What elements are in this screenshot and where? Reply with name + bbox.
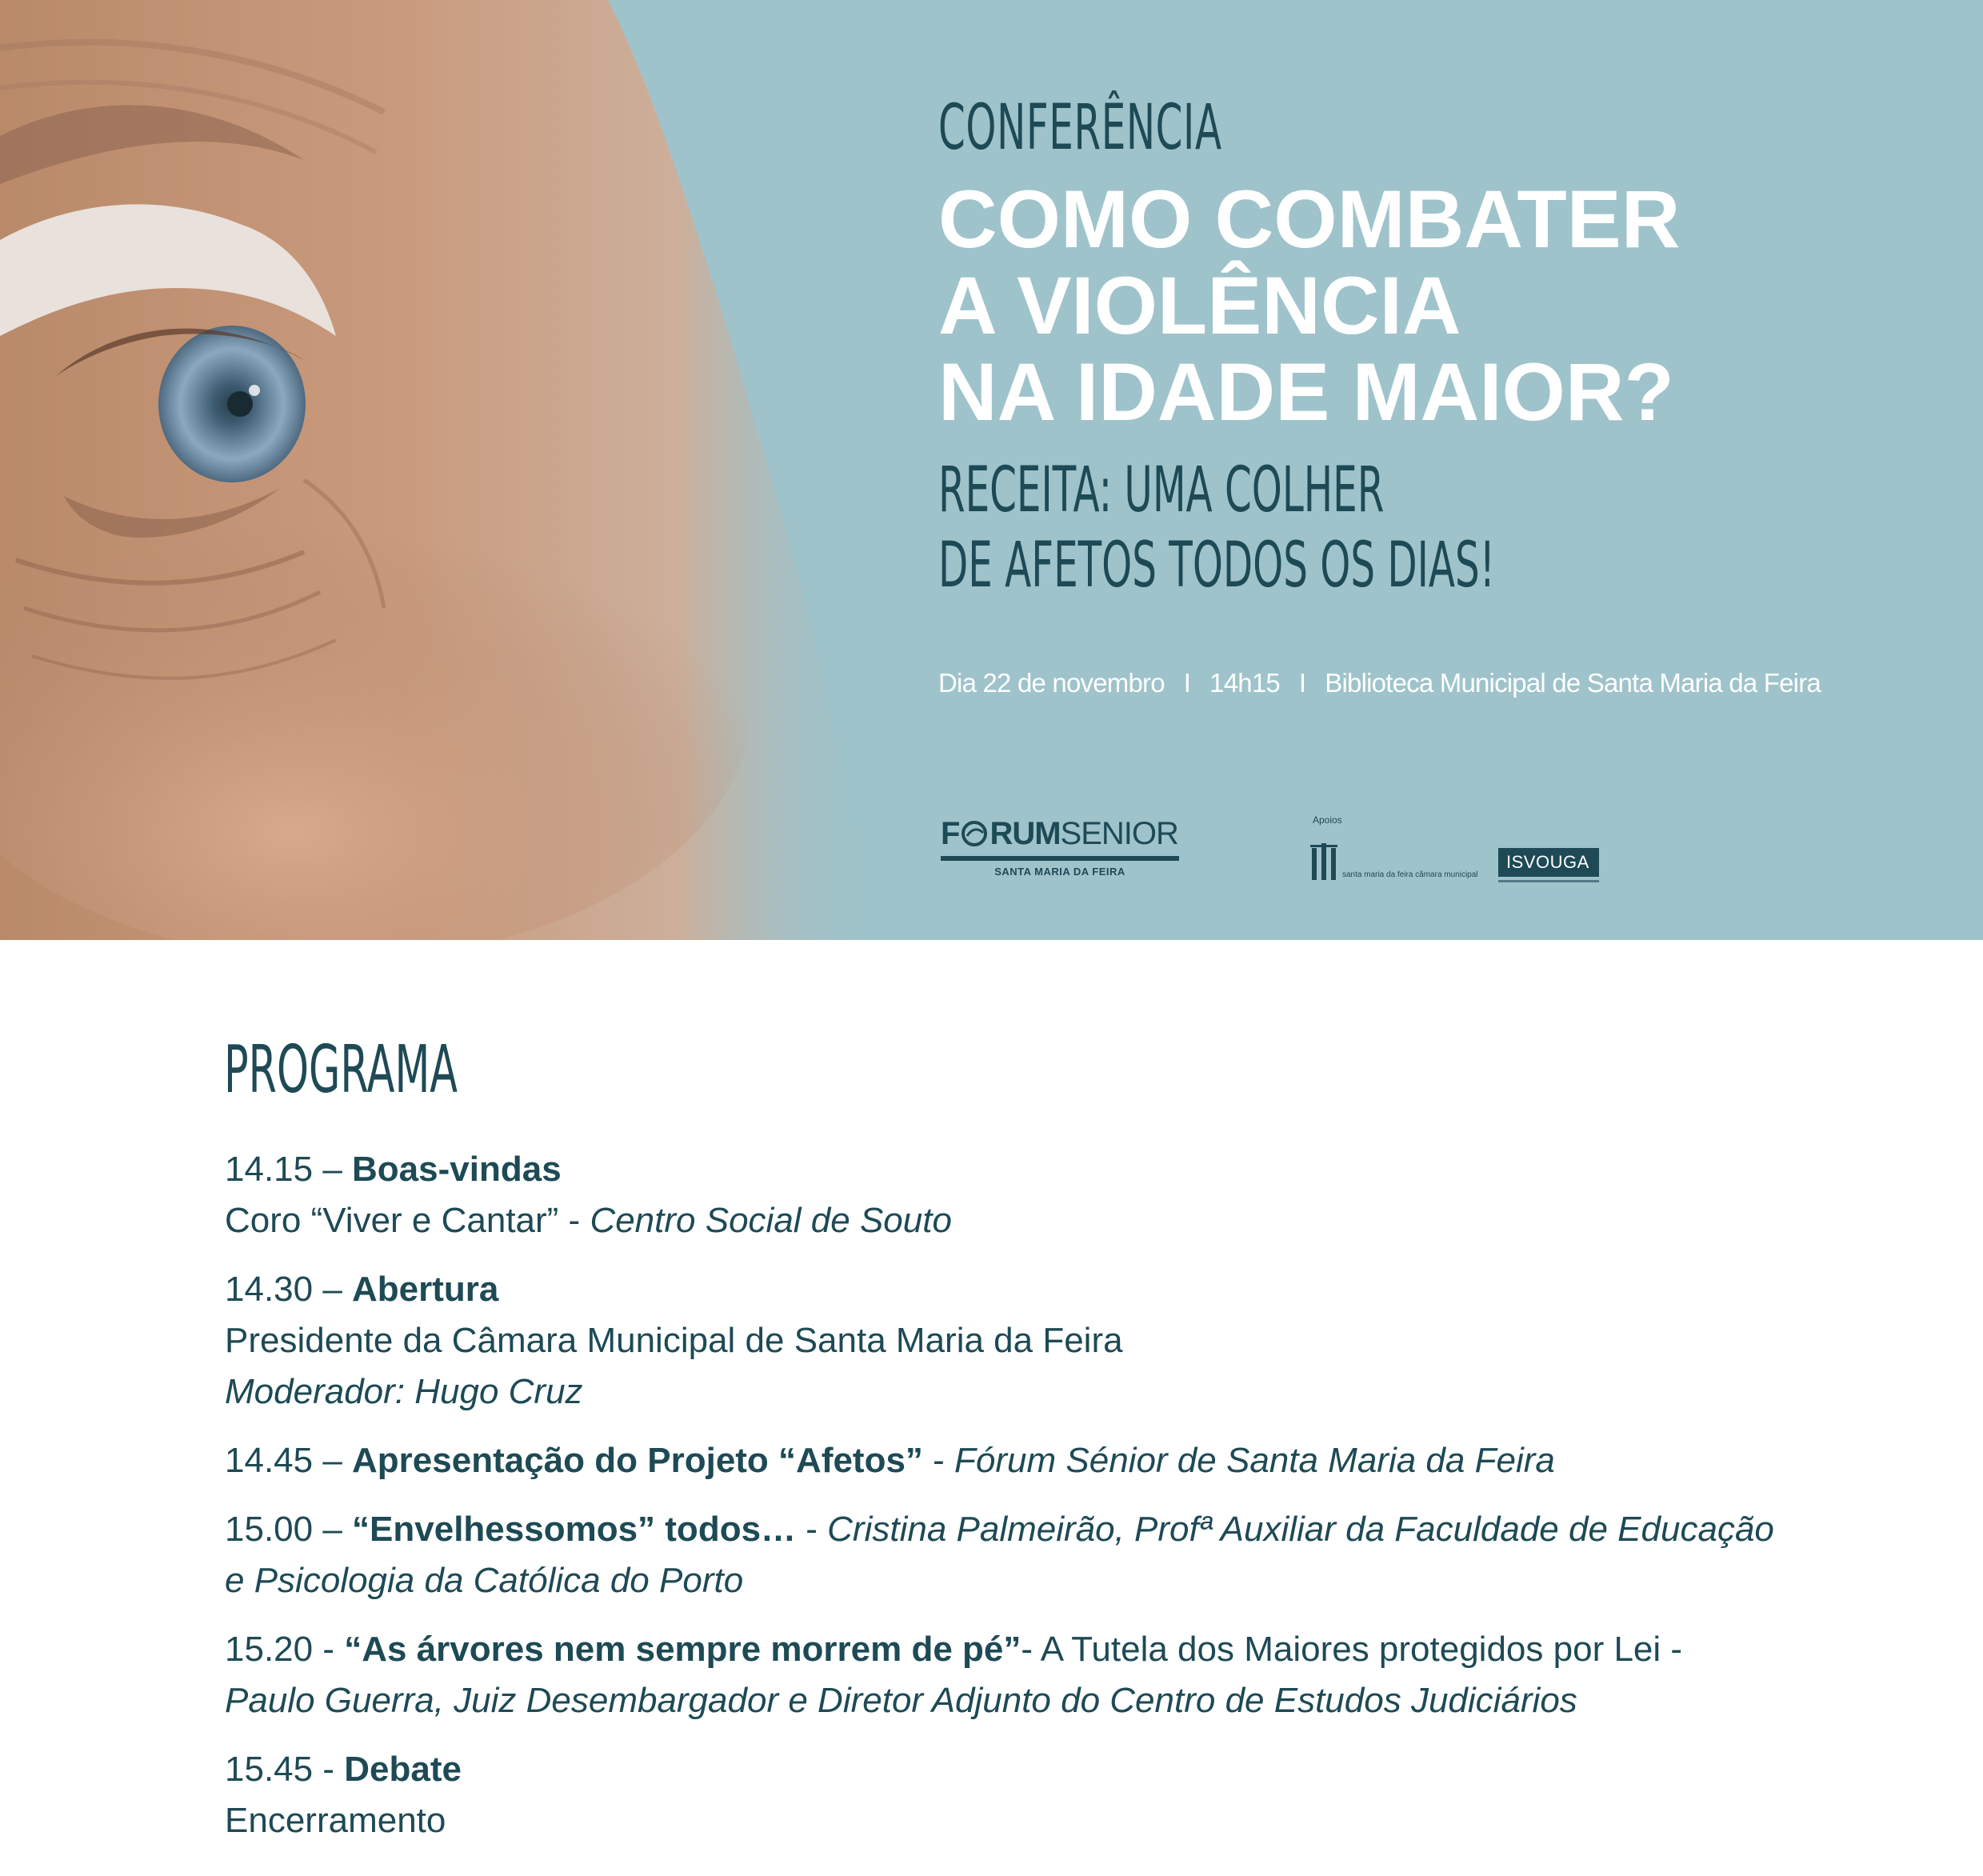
programme-item: [225, 1144, 1945, 1246]
programa-heading: PROGRAMA: [224, 1032, 458, 1108]
programme-item: [225, 1744, 1945, 1846]
separator: I: [1183, 668, 1191, 698]
forum-senior-place: SANTA MARIA DA FEIRA: [994, 866, 1125, 878]
item-detail-italic: Centro Social de Souto: [590, 1201, 952, 1240]
item-time: 15.45 -: [225, 1750, 345, 1789]
main-title-line: A VIOLÊNCIA: [938, 260, 1461, 351]
elderly-eye-photo: [0, 0, 920, 940]
apoios-label: Apoios: [1313, 814, 1342, 826]
item-separator: -: [796, 1510, 828, 1549]
camara-name: santa maria da feira câmara municipal: [1342, 870, 1478, 879]
event-info: [938, 668, 1821, 698]
item-detail: Presidente da Câmara Municipal de Santa Maria da Feira: [225, 1321, 1123, 1360]
item-detail-italic: Paulo Guerra, Juiz Desembargador e Diretor Adjunto do Centro de Estudos Judiciários: [225, 1681, 1577, 1720]
item-heading: Boas-vindas: [352, 1150, 562, 1189]
item-separator: -: [922, 1441, 955, 1480]
forum-o-icon: [959, 820, 990, 847]
event-venue: Biblioteca Municipal de Santa Maria da Feira: [1325, 668, 1821, 698]
item-detail: Encerramento: [225, 1801, 446, 1840]
item-time: 14.30 –: [225, 1270, 353, 1309]
logo-underline: [941, 856, 1179, 861]
item-heading: Abertura: [352, 1270, 499, 1309]
isvouga-wordmark: ISVOUGA: [1498, 848, 1599, 877]
programme-item: [225, 1504, 1945, 1606]
item-detail: Coro “Viver e Cantar” -: [225, 1201, 590, 1240]
main-title: [938, 174, 1898, 438]
programme-item: [225, 1624, 1945, 1726]
isvouga-tagline-bar: [1498, 880, 1599, 882]
item-time: 14.45 –: [225, 1441, 353, 1480]
main-title-line: NA IDADE MAIOR?: [938, 346, 1674, 438]
event-date: Dia 22 de novembro: [938, 668, 1165, 698]
programme-list: [225, 1144, 1945, 1864]
item-detail-italic: Cristina Palmeirão, Profª Auxiliar da Faculdade de Educação: [827, 1510, 1774, 1549]
item-detail-italic: Moderador: Hugo Cruz: [225, 1372, 583, 1411]
item-time: 15.20 -: [225, 1630, 345, 1669]
isvouga-logo: [1498, 848, 1599, 882]
programme-item: [225, 1264, 1945, 1418]
item-detail: - A Tutela dos Maiores protegidos por Lei -: [1021, 1630, 1683, 1669]
event-type-label: CONFERÊNCIA: [938, 92, 1222, 164]
item-heading: “As árvores nem sempre morrem de pé”: [344, 1630, 1021, 1669]
item-detail-italic: e Psicologia da Católica do Porto: [225, 1561, 744, 1600]
title-block: [938, 88, 1938, 603]
item-heading: Debate: [344, 1750, 462, 1789]
forum-senior-logo: [941, 816, 1181, 888]
subtitle: [938, 453, 1781, 603]
programme-item: [225, 1435, 1945, 1486]
item-heading: “Envelhessomos” todos…: [352, 1510, 797, 1549]
item-heading: Apresentação do Projeto “Afetos”: [352, 1441, 923, 1480]
forum-senior-wordmark: F RUMSENIOR: [941, 816, 1178, 851]
subtitle-line: RECEITA: UMA COLHER: [938, 454, 1385, 526]
item-time: 14.15 –: [225, 1150, 353, 1189]
separator: I: [1298, 668, 1306, 698]
item-time: 15.00 –: [225, 1510, 353, 1549]
castle-icon: [1310, 840, 1339, 883]
main-title-line: COMO COMBATER: [938, 174, 1681, 265]
event-time: 14h15: [1209, 668, 1280, 698]
subtitle-line: DE AFETOS TODOS OS DIAS!: [938, 530, 1496, 602]
item-detail-italic: Fórum Sénior de Santa Maria da Feira: [954, 1441, 1555, 1480]
